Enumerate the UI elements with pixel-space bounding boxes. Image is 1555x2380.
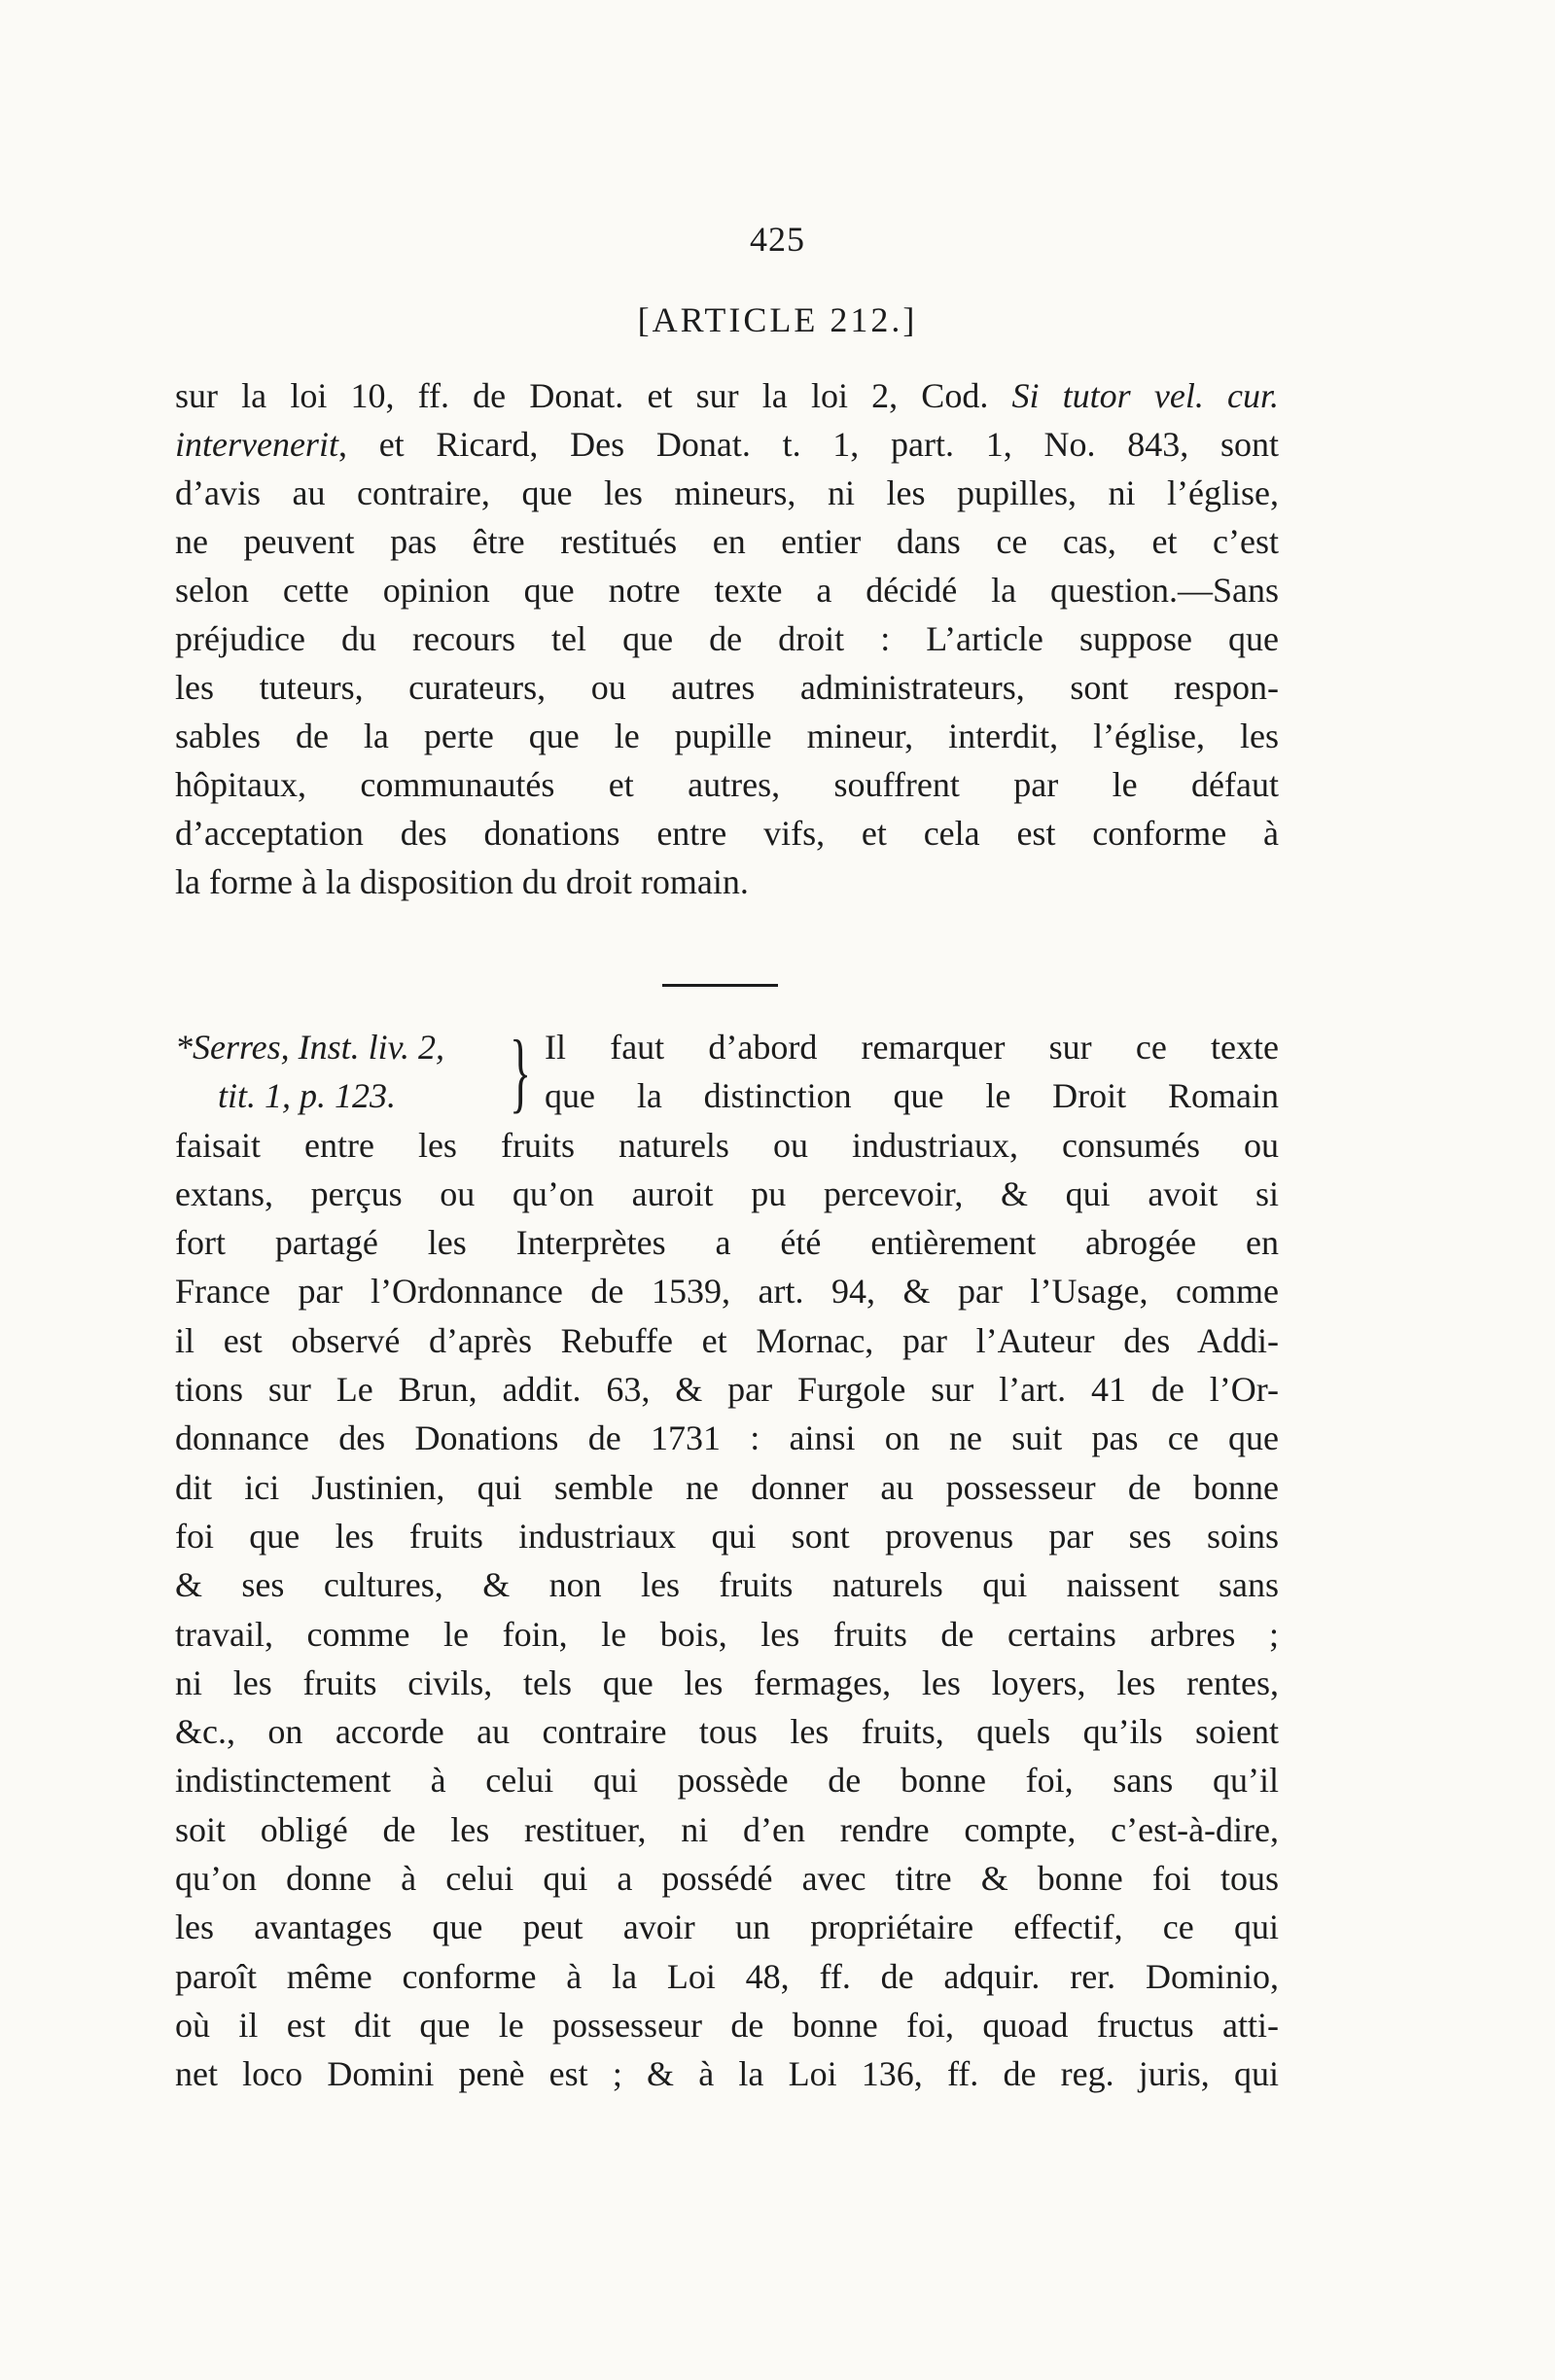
text-line: Il faut d’abord remarquer sur ce texte	[545, 1028, 1279, 1067]
text-line: dit ici Justinien, qui semble ne donner au possesseur de bonne	[175, 1467, 1279, 1507]
text-line: & ses cultures, & non les fruits naturels qui naissent sans	[175, 1565, 1279, 1605]
text-line: paroît même conforme à la Loi 48, ff. de adquir. rer. Dominio,	[175, 1956, 1279, 1996]
annotation-body	[175, 1121, 1279, 2099]
text-line: selon cette opinion que notre texte a décidé la question.—Sans	[175, 571, 1279, 610]
text-line: la forme à la disposition du droit romain.	[175, 862, 749, 901]
annotation-head	[175, 1023, 1279, 1121]
text-line: extans, perçus ou qu’on auroit pu percevoir, & qui avoit si	[175, 1173, 1279, 1213]
text-line: hôpitaux, communautés et autres, souffrent par le défaut	[175, 765, 1279, 804]
text-line: où il est dit que le possesseur de bonne foi, quoad fructus atti-	[175, 2005, 1279, 2045]
text-line: ni les fruits civils, tels que les fermages, les loyers, les rentes,	[175, 1662, 1279, 1702]
section-divider	[662, 984, 778, 987]
text-line: les avantages que peut avoir un propriétaire effectif, ce qui	[175, 1908, 1279, 1947]
text-line: ne peuvent pas être restitués en entier dans ce cas, et c’est	[175, 522, 1279, 561]
text-line: fort partagé les Interprètes a été entièrement abrogée en	[175, 1223, 1279, 1263]
text-line: soit obligé de les restituer, ni d’en rendre compte, c’est-à-dire,	[175, 1809, 1279, 1849]
text-line: que la distinction que le Droit Romain	[545, 1076, 1279, 1116]
text-line: &c., on accorde au contraire tous les fruits, quels qu’ils soient	[175, 1712, 1279, 1752]
text-line: les tuteurs, curateurs, ou autres administrateurs, sont respon-	[175, 668, 1279, 707]
annotation-opening	[545, 1023, 1279, 1121]
text-line: travail, comme le foin, le bois, les fruits de certains arbres ;	[175, 1614, 1279, 1654]
text-line: il est observé d’après Rebuffe et Mornac, par l’Auteur des Addi-	[175, 1320, 1279, 1360]
citation-line: tit. 1, p. 123.	[218, 1076, 397, 1116]
text-line: sables de la perte que le pupille mineur, interdit, l’église, les	[175, 717, 1279, 755]
text-line: net loco Domini penè est ; & à la Loi 136, ff. de reg. juris, qui	[175, 2054, 1279, 2094]
annotation-block	[175, 1023, 1279, 2099]
text-line: faisait entre les fruits naturels ou industriaux, consumés ou	[175, 1125, 1279, 1165]
article-heading: [ARTICLE 212.]	[637, 300, 918, 339]
brace-glyph: }	[510, 1022, 532, 1121]
citation-line: *Serres, Inst. liv. 2,	[175, 1028, 444, 1067]
brace-mark	[506, 1023, 545, 1121]
text-line: qu’on donne à celui qui a possédé avec titre & bonne foi tous	[175, 1859, 1279, 1899]
text-line: intervenerit, et Ricard, Des Donat. t. 1, part. 1, No. 843, sont	[175, 425, 1279, 464]
text-line: d’acceptation des donations entre vifs, et cela est conforme à	[175, 814, 1279, 853]
text-line: préjudice du recours tel que de droit : L’article suppose que	[175, 619, 1279, 658]
text-line: d’avis au contraire, que les mineurs, ni les pupilles, ni l’église,	[175, 473, 1279, 512]
text-line: sur la loi 10, ff. de Donat. et sur la loi 2, Cod. Si tutor vel. cur.	[175, 376, 1279, 415]
margin-citation	[175, 1023, 506, 1121]
text-line: foi que les fruits industriaux qui sont provenus par ses soins	[175, 1516, 1279, 1556]
text-line: France par l’Ordonnance de 1539, art. 94, & par l’Usage, comme	[175, 1272, 1279, 1312]
text-line: indistinctement à celui qui possède de bonne foi, sans qu’il	[175, 1761, 1279, 1801]
text-line: donnance des Donations de 1731 : ainsi on ne suit pas ce que	[175, 1418, 1279, 1458]
text-line: tions sur Le Brun, addit. 63, & par Furgole sur l’art. 41 de l’Or-	[175, 1370, 1279, 1410]
page-number: 425	[750, 220, 805, 259]
first-paragraph	[175, 371, 1279, 906]
